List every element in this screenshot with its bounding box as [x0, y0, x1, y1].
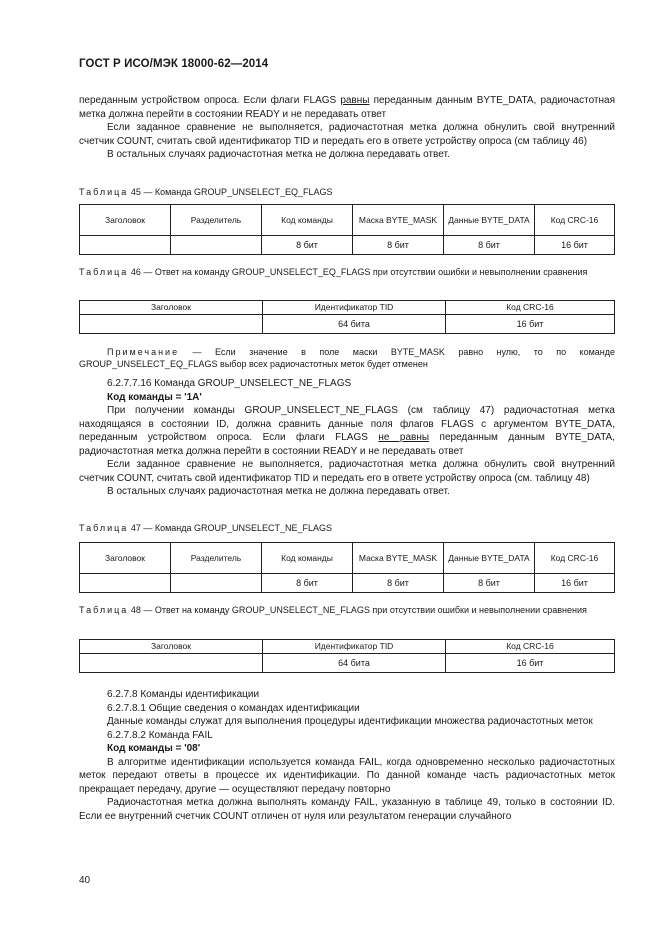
page-header: ГОСТ Р ИСО/МЭК 18000-62—2014 — [79, 58, 269, 70]
table-header-cell: Идентификатор TID — [263, 640, 446, 654]
table-47-caption: Таблица 47 — Команда GROUP_UNSELECT_NE_FLAGS — [79, 523, 333, 533]
paragraph: В остальных случаях радиочастотная метка не должна передавать ответ. — [107, 149, 450, 160]
table-cell: 8 бит — [444, 236, 535, 255]
section-heading: 6.2.7.8.1 Общие сведения о командах идентификации — [107, 702, 360, 714]
table-cell: 16 бит — [446, 654, 615, 673]
table-header-cell: Код CRC-16 — [535, 543, 615, 574]
section-heading: 6.2.7.8.2 Команда FAIL — [107, 729, 213, 741]
table-cell: 16 бит — [535, 236, 615, 255]
table-header-cell: Код CRC-16 — [535, 205, 615, 236]
section-6-2-7-7-16 — [79, 377, 615, 499]
paragraph: Если заданное сравнение не выполняется, радиочастотная метка должна обнулить свой внутренний счетчик COUNT, считать свой идентификатор TID и передать его в ответе устройству опроса (см таблицу 46) — [79, 122, 615, 147]
table-cell — [80, 236, 171, 255]
paragraph: При получении команды GROUP_UNSELECT_NE_FLAGS (см таблицу 47) радиочастотная метка находящаяся в состоянии ID, должна сравнить данные поля флагов FLAGS с аргументом BYTE_DATA, переданным устройством опроса. Если флаги FLAGS не равны переданным данным BYTE_DATA, радиочастотная метка должна перейти в состоянии READY и не передавать ответ — [79, 405, 616, 457]
table-48 — [79, 639, 615, 673]
table-45 — [79, 204, 615, 255]
command-code: Код команды = '1A' — [107, 391, 202, 403]
table-header-cell: Разделитель — [171, 205, 262, 236]
note: Примечание — Если значение в поле маски BYTE_MASK равно нулю, то по команде GROUP_UNSELECT_EQ_FLAGS выбор всех радиочастотных меток будет отменен — [79, 347, 615, 369]
table-header-cell: Данные BYTE_DATA — [444, 543, 535, 574]
section-heading: 6.2.7.8 Команды идентификации — [107, 689, 260, 700]
table-header-cell: Данные BYTE_DATA — [444, 205, 535, 236]
table-header-cell: Заголовок — [80, 205, 171, 236]
paragraph: Радиочастотная метка должна выполнять команду FAIL, указанную в таблице 49, только в состоянии ID. Если ее внутренний счетчик COUNT отличен от нуля или результатом генерации случайного — [79, 797, 615, 822]
table-cell: 16 бит — [535, 574, 615, 593]
table-48-caption: Таблица 48 — Ответ на команду GROUP_UNSELECT_NE_FLAGS при отсутствии ошибки и невыполнении сравнения — [79, 605, 587, 615]
table-cell: 8 бит — [262, 236, 353, 255]
table-cell: 8 бит — [353, 236, 444, 255]
table-cell: 8 бит — [353, 574, 444, 593]
table-cell: 64 бита — [263, 315, 446, 334]
table-cell: 8 бит — [262, 574, 353, 593]
underlined-word: равны — [340, 95, 370, 106]
table-45-caption: Таблица 45 — Команда GROUP_UNSELECT_EQ_FLAGS — [79, 187, 333, 197]
paragraph: В алгоритме идентификации используется команда FAIL, когда одновременно несколько радиочастотных меток передают ответы в процессе их идентификации. По данной команде часть радиочастотных меток прекращает передачу, другие — осуществляют передачу повторно — [79, 756, 615, 795]
table-header-cell: Маска BYTE_MASK — [353, 543, 444, 574]
table-header-cell: Маска BYTE_MASK — [353, 205, 444, 236]
table-46-caption: Таблица 46 — Ответ на команду GROUP_UNSELECT_EQ_FLAGS при отсутствии ошибки и невыполнении сравнения — [79, 267, 588, 277]
table-cell — [80, 574, 171, 593]
table-46 — [79, 300, 615, 334]
table-cell: 8 бит — [444, 574, 535, 593]
paragraph: Если заданное сравнение не выполняется, радиочастотная метка должна обнулить свой внутренний счетчик COUNT, считать свой идентификатор TID и передать его в ответе устройству опроса (см. таблицу 48) — [79, 459, 615, 484]
section-heading: 6.2.7.7.16 Команда GROUP_UNSELECT_NE_FLAGS — [107, 378, 352, 389]
underlined-word: не равны — [378, 432, 430, 443]
table-header-cell: Код CRC-16 — [446, 301, 615, 315]
paragraph: Данные команды служат для выполнения процедуры идентификации множества радиочастотных меток — [107, 716, 593, 727]
table-cell — [171, 236, 262, 255]
table-cell — [80, 315, 263, 334]
table-cell: 64 бита — [263, 654, 446, 673]
table-header-cell: Заголовок — [80, 301, 263, 315]
table-header-cell: Код команды — [262, 205, 353, 236]
table-cell — [171, 574, 262, 593]
table-cell: 16 бит — [446, 315, 615, 334]
paragraph: переданным устройством опроса. Если флаги FLAGS равны переданным данным BYTE_DATA, радиочастотная метка должна перейти в состоянии READY и не передавать ответ — [79, 95, 615, 120]
intro-text-block — [79, 94, 615, 162]
table-header-cell: Заголовок — [80, 640, 263, 654]
table-header-cell: Код CRC-16 — [446, 640, 615, 654]
page-number: 40 — [79, 875, 91, 886]
table-header-cell: Код команды — [262, 543, 353, 574]
section-6-2-7-8 — [79, 688, 615, 823]
command-code: Код команды = '08' — [107, 743, 201, 754]
table-47 — [79, 542, 615, 593]
table-header-cell: Заголовок — [80, 543, 171, 574]
table-header-cell: Разделитель — [171, 543, 262, 574]
table-header-cell: Идентификатор TID — [263, 301, 446, 315]
paragraph: В остальных случаях радиочастотная метка не должна передавать ответ. — [107, 486, 450, 497]
note-label: Примечание — [107, 347, 180, 357]
table-cell — [80, 654, 263, 673]
